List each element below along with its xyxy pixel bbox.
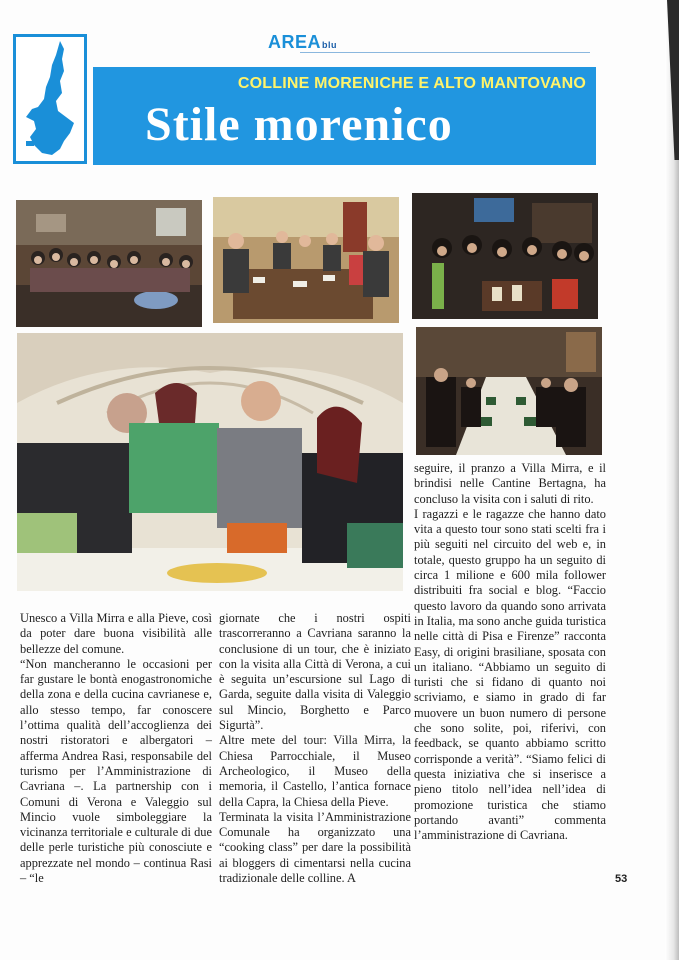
paragraph: Terminata la visita l’Amministrazione Comunale ha organizzato una “cooking class” per dare la possibilità ai bloggers di cimentarsi nella cucina tradizionale delle colline. A — [219, 809, 411, 886]
text-column-2 — [219, 611, 411, 886]
text-column-1 — [20, 611, 212, 886]
article-title: Stile morenico — [145, 98, 453, 151]
page-number: 53 — [615, 873, 628, 885]
page-corner — [649, 0, 679, 160]
header-band — [93, 67, 596, 165]
group-photo-dinner-table — [213, 197, 399, 323]
paragraph: giornate che i nostri ospiti trascorreranno a Cavriana saranno la conclusione di un tour, che è iniziato con la visita alla Città di Verona, a cui è seguita un’escursione sul Lago di Garda, seguite dalla visita di Valeggio sul Mincio, Borghetto e Parco Sigurtà”. — [219, 611, 411, 733]
group-photo-restaurant-night — [412, 193, 598, 319]
cooking-class-photo — [17, 333, 403, 591]
lake-garda-map-icon — [16, 37, 84, 161]
group-photo-bar — [16, 200, 202, 327]
paragraph: “Non mancheranno le occasioni per far gustare le bontà enogastronomiche della zona e della cucina cavrianese e, allo stesso tempo, far conoscere l’ottima qualità dell’accoglienza dei nostri ristoratori e albergatori – afferma Andrea Rasi, responsabile del turismo per l’Amministrazione di Cavriana –. La partnership con i Comuni di Verona e Valeggio sul Mincio vuole simboleggiare la vicinanza territoriale e culturale di due delle perle turistiche più conosciute e apprezzate nel mondo – continua Rasi – “le — [20, 656, 212, 886]
banquet-table-photo — [416, 327, 602, 455]
magazine-logo — [268, 32, 337, 53]
logo-main: AREA — [268, 32, 322, 52]
header-rule — [300, 52, 590, 53]
map-box — [13, 34, 87, 164]
logo-sub: blu — [322, 40, 338, 50]
paragraph: seguire, il pranzo a Villa Mirra, e il brindisi nelle Cantine Bertagna, ha concluso la visita con i saluti di rito. — [414, 461, 606, 506]
paragraph: Altre mete del tour: Villa Mirra, la Chiesa Parrocchiale, il Museo Archeologico, il Museo della memoria, il Castello, l’antica fornace della Capra, la Chiesa della Pieve. — [219, 733, 411, 809]
paragraph: I ragazzi e le ragazze che hanno dato vita a questo tour sono stati scelti fra i più seguiti nel circuito del web e, in totale, questo gruppo ha un seguito di circa 1 milione e 600 mila follower distribuiti fra social e blog. “Faccio questo lavoro da quando sono arrivata in Italia, ma sono anche guida turistica nelle città di Pisa e Firenze” racconta Easy, di origini brasiliane, sposata con un italiano. “Abbiamo un seguito di turisti che si fidano di quanto noi scriviamo, e siamo in grado di far muovere un buon numero di persone che sono solite, poi, riferivi, con feedback, se quanto abbiamo scritto corrisponde a verità”. “Siamo felici di questa iniziativa che si inserisce a pieno titolo nell’idea nell’idea di promozione turistica che stiamo portando avanti” commenta l’amministrazione di Cavriana. — [414, 506, 606, 843]
section-kicker: COLLINE MORENICHE E ALTO MANTOVANO — [237, 75, 586, 92]
text-column-3 — [414, 461, 606, 843]
paragraph: Unesco a Villa Mirra e alla Pieve, così da poter dare buona visibilità alle bellezze del comune. — [20, 611, 212, 656]
